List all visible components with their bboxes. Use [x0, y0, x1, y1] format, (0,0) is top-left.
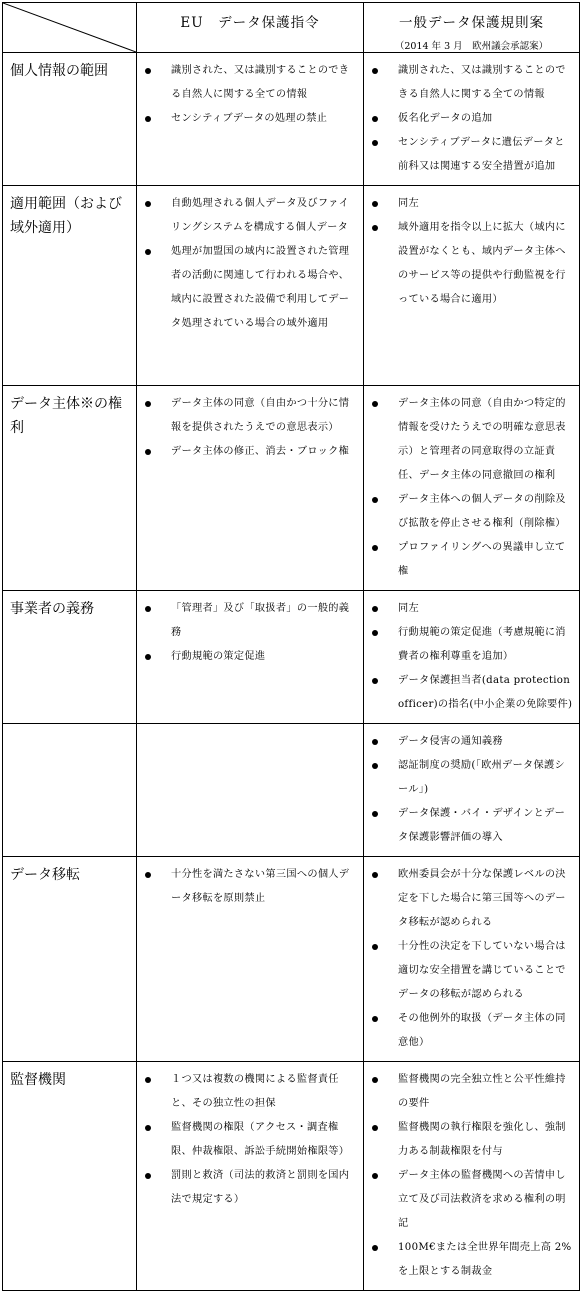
list-item: 自動処理される個人データ及びファイリングシステムを構成する個人データ	[137, 192, 359, 240]
table-row	[3, 724, 580, 857]
table-row	[3, 186, 580, 386]
gdpr-cell	[364, 1062, 580, 1291]
header-eu-title: EU データ保護指令	[180, 15, 320, 31]
category-cell	[3, 591, 137, 724]
list-item: 欧州委員会が十分な保護レベルの決定を下した場合に第三国等へのデータ移転が認められる	[364, 863, 575, 935]
category-label	[3, 724, 136, 730]
comparison-table	[2, 2, 580, 1291]
category-cell	[3, 857, 137, 1062]
list-item: データ保護・バイ・デザインとデータ保護影響評価の導入	[364, 802, 575, 850]
header-gdpr	[364, 3, 580, 53]
gdpr-list	[364, 53, 579, 185]
list-item: データ主体の修正、消去・ブロック権	[137, 440, 359, 464]
category-label: 監督機関	[10, 1072, 66, 1088]
eu-list	[137, 53, 363, 137]
category-label: 個人情報の範囲	[10, 63, 108, 79]
list-item: データ主体の監督機関への苦情申し立て及び司法救済を求める権利の明記	[364, 1164, 575, 1236]
gdpr-list	[364, 591, 579, 723]
gdpr-cell	[364, 386, 580, 591]
header-row	[3, 3, 580, 53]
table-row	[3, 857, 580, 1062]
eu-list	[137, 857, 363, 917]
table-row	[3, 386, 580, 591]
list-item: センシティブデータの処理の禁止	[137, 107, 359, 131]
gdpr-list	[364, 857, 579, 1061]
list-item: 行動規範の策定促進（考慮規範に消費者の権利尊重を追加）	[364, 621, 575, 669]
list-item: データ主体の同意（自由かつ特定的情報を受けたうえでの明確な意思表示）と管理者の同意取得の立証責任、データ主体の同意撤回の権利	[364, 392, 575, 488]
gdpr-list	[364, 186, 579, 318]
eu-cell	[137, 591, 364, 724]
list-item: 監督機関の執行権限を強化し、強制力ある制裁権限を付与	[364, 1116, 575, 1164]
list-item: 同左	[364, 192, 575, 216]
corner-cell	[3, 3, 137, 53]
eu-cell	[137, 53, 364, 186]
list-item: 監督機関の権限（アクセス・調査権限、仲裁権限、訴訟手続開始権限等）	[137, 1116, 359, 1164]
category-label: データ主体※の権利	[10, 396, 122, 436]
category-label: データ移転	[10, 867, 80, 883]
eu-list	[137, 591, 363, 675]
eu-list	[137, 1062, 363, 1218]
gdpr-cell	[364, 724, 580, 857]
list-item: データ主体の同意（自由かつ十分に情報を提供されたうえでの意思表示）	[137, 392, 359, 440]
list-item: １つ又は複数の機関による監督責任と、その独立性の担保	[137, 1068, 359, 1116]
gdpr-cell	[364, 186, 580, 386]
list-item: 認証制度の奨励(「欧州データ保護シール」)	[364, 754, 575, 802]
table-row	[3, 53, 580, 186]
category-cell	[3, 724, 137, 857]
eu-cell	[137, 1062, 364, 1291]
gdpr-cell	[364, 857, 580, 1062]
eu-cell	[137, 186, 364, 386]
list-item: その他例外的取扱（データ主体の同意他）	[364, 1007, 575, 1055]
list-item: 監督機関の完全独立性と公平性維持の要件	[364, 1068, 575, 1116]
list-item: 十分性を満たさない第三国への個人データ移転を原則禁止	[137, 863, 359, 911]
list-item: 同左	[364, 597, 575, 621]
category-cell	[3, 186, 137, 386]
category-cell	[3, 1062, 137, 1291]
eu-cell	[137, 386, 364, 591]
list-item: 識別された、又は識別することのできる自然人に関する全ての情報	[364, 59, 575, 107]
eu-list	[137, 724, 363, 736]
header-eu	[137, 3, 364, 53]
gdpr-list	[364, 724, 579, 856]
eu-cell	[137, 857, 364, 1062]
category-cell	[3, 53, 137, 186]
category-label: 適用範囲（および域外適用）	[10, 196, 122, 236]
list-item: 十分性の決定を下していない場合は適切な安全措置を講じていることでデータの移転が認められる	[364, 935, 575, 1007]
list-item: 100M€または全世界年間売上高 2%を上限とする制裁金	[364, 1236, 575, 1284]
list-item: 識別された、又は識別することのできる自然人に関する全ての情報	[137, 59, 359, 107]
diagonal-line	[3, 3, 136, 52]
eu-list	[137, 386, 363, 470]
header-gdpr-title: 一般データ保護規則案	[399, 15, 544, 31]
gdpr-list	[364, 1062, 579, 1290]
gdpr-cell	[364, 591, 580, 724]
gdpr-list	[364, 386, 579, 590]
category-cell	[3, 386, 137, 591]
header-gdpr-subtitle: （2014 年 3 月 欧州議会承認案）	[394, 41, 549, 52]
table-row	[3, 1062, 580, 1291]
list-item: センシティブデータに遺伝データと前科又は関連する安全措置が追加	[364, 131, 575, 179]
list-item: 行動規範の策定促進	[137, 645, 359, 669]
list-item: 罰則と救済（司法的救済と罰則を国内法で規定する）	[137, 1164, 359, 1212]
eu-cell	[137, 724, 364, 857]
list-item: データ侵害の通知義務	[364, 730, 575, 754]
list-item: 処理が加盟国の域内に設置された管理者の活動に関連して行われる場合や、域内に設置された設備で利用してデータ処理されている場合の域外適用	[137, 240, 359, 336]
category-label: 事業者の義務	[10, 601, 94, 617]
eu-list	[137, 186, 363, 342]
list-item: 仮名化データの追加	[364, 107, 575, 131]
list-item: データ保護担当者(data protection officer)の指名(中小企業の免除要件)	[364, 669, 575, 717]
list-item: プロファイリングへの異議申し立て権	[364, 536, 575, 584]
list-item: データ主体への個人データの削除及び拡散を停止させる権利（削除権）	[364, 488, 575, 536]
gdpr-cell	[364, 53, 580, 186]
list-item: 「管理者」及び「取扱者」の一般的義務	[137, 597, 359, 645]
table-row	[3, 591, 580, 724]
table-body	[3, 53, 580, 1291]
list-item: 域外適用を指令以上に拡大（域内に設置がなくとも、域内データ主体へのサービス等の提供や行動監視を行っている場合に適用）	[364, 216, 575, 312]
